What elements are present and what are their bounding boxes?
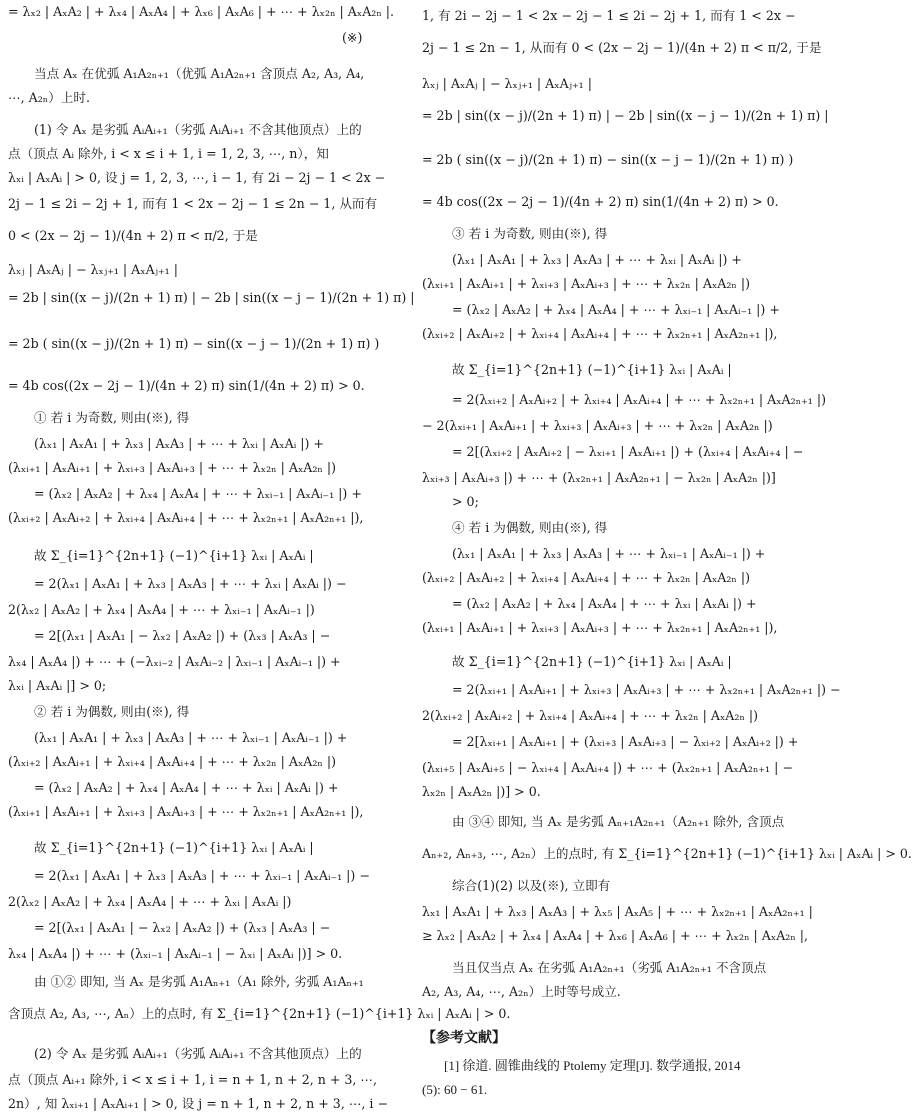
text-line: = 2(λₓ₁ | AₓA₁ | + λₓ₃ | AₓA₃ | + ⋯ + λₓᵢ | AₓAᵢ |) −: [34, 576, 347, 591]
text-line: λₓ₁ | AₓA₁ | + λₓ₃ | AₓA₃ | + λₓ₅ | AₓA₅ | + ⋯ + λₓ₂ₙ₊₁ | AₓA₂ₙ₊₁ |: [422, 904, 813, 919]
text-line: = 2[(λₓ₁ | AₓA₁ | − λₓ₂ | AₓA₂ |) + (λₓ₃ | AₓA₃ | −: [34, 628, 331, 643]
text-line: ≥ λₓ₂ | AₓA₂ | + λₓ₄ | AₓA₄ | + λₓ₆ | AₓA₆ | + ⋯ + λₓ₂ₙ | AₓA₂ₙ |,: [422, 928, 809, 943]
text-line: > 0;: [452, 494, 479, 509]
text-line: = (λₓ₂ | AₓA₂ | + λₓ₄ | AₓA₄ | + ⋯ + λₓᵢ | AₓAᵢ |) +: [452, 596, 757, 611]
text-line: 由 ③④ 即知, 当 Aₓ 是劣弧 Aₙ₊₁A₂ₙ₊₁（A₂ₙ₊₁ 除外, 含顶点: [452, 814, 785, 829]
text-line: = 2b ( sin((x − j)/(2n + 1) π) − sin((x − j − 1)/(2n + 1) π) ): [422, 152, 794, 167]
text-line: λₓ₂ₙ | AₓA₂ₙ |)] > 0.: [422, 784, 541, 799]
text-line: (λₓ₁ | AₓA₁ | + λₓ₃ | AₓA₃ | + ⋯ + λₓᵢ₋₁ | AₓAᵢ₋₁ |) +: [452, 546, 766, 561]
text-line: 当点 Aₓ 在优弧 A₁A₂ₙ₊₁（优弧 A₁A₂ₙ₊₁ 含顶点 A₂, A₃, A₄,: [34, 66, 365, 81]
text-line: Aₙ₊₂, Aₙ₊₃, ⋯, A₂ₙ）上的点时, 有 Σ_{i=1}^{2n+1} (−1)^{i+1} λₓᵢ | AₓAᵢ | > 0.: [422, 846, 912, 861]
text-line: = (λₓ₂ | AₓA₂ | + λₓ₄ | AₓA₄ | + ⋯ + λₓᵢ | AₓAᵢ |) +: [34, 780, 339, 795]
text-line: (※): [342, 30, 363, 45]
text-line: 点（顶点 Aᵢ 除外, i < x ≤ i + 1, i = 1, 2, 3, ⋯, n），知: [8, 146, 329, 161]
text-line: (1) 令 Aₓ 是劣弧 AᵢAᵢ₊₁（劣弧 AᵢAᵢ₊₁ 不含其他顶点）上的: [34, 122, 362, 137]
text-line: 当且仅当点 Aₓ 在劣弧 A₁A₂ₙ₊₁（劣弧 A₁A₂ₙ₊₁ 不含顶点: [452, 960, 767, 975]
text-line: λₓᵢ | AₓAᵢ | > 0, 设 j = 1, 2, 3, ⋯, i − 1, 有 2i − 2j − 1 < 2x −: [8, 170, 386, 185]
text-line: λₓᵢ | AₓAᵢ |] > 0;: [8, 678, 107, 693]
text-line: 故 Σ_{i=1}^{2n+1} (−1)^{i+1} λₓᵢ | AₓAᵢ |: [452, 362, 732, 377]
text-line: ④ 若 i 为偶数, 则由(※), 得: [452, 520, 608, 535]
text-line: = 2[λₓᵢ₊₁ | AₓAᵢ₊₁ | + (λₓᵢ₊₃ | AₓAᵢ₊₃ | − λₓᵢ₊₂ | AₓAᵢ₊₂ |) +: [452, 734, 799, 749]
text-line: 2n）, 知 λₓᵢ₊₁ | AₓAᵢ₊₁ | > 0, 设 j = n + 1, n + 2, n + 3, ⋯, i −: [8, 1096, 389, 1111]
text-line: ① 若 i 为奇数, 则由(※), 得: [34, 410, 190, 425]
text-line: 故 Σ_{i=1}^{2n+1} (−1)^{i+1} λₓᵢ | AₓAᵢ |: [452, 654, 732, 669]
references-heading: 【参考文献】: [422, 1030, 506, 1046]
text-line: = 2(λₓᵢ₊₂ | AₓAᵢ₊₂ | + λₓᵢ₊₄ | AₓAᵢ₊₄ | + ⋯ + λₓ₂ₙ₊₁ | AₓA₂ₙ₊₁ |): [452, 392, 826, 407]
text-line: 2(λₓ₂ | AₓA₂ | + λₓ₄ | AₓA₄ | + ⋯ + λₓᵢ | AₓAᵢ |): [8, 894, 292, 909]
text-line: 2(λₓ₂ | AₓA₂ | + λₓ₄ | AₓA₄ | + ⋯ + λₓᵢ₋₁ | AₓAᵢ₋₁ |): [8, 602, 315, 617]
text-line: (λₓ₁ | AₓA₁ | + λₓ₃ | AₓA₃ | + ⋯ + λₓᵢ | AₓAᵢ |) +: [452, 252, 742, 267]
text-line: (λₓᵢ₊₅ | AₓAᵢ₊₅ | − λₓᵢ₊₄ | AₓAᵢ₊₄ |) + ⋯ + (λₓ₂ₙ₊₁ | AₓA₂ₙ₊₁ | −: [422, 760, 793, 775]
text-line: = 2b | sin((x − j)/(2n + 1) π) | − 2b | sin((x − j − 1)/(2n + 1) π) |: [422, 108, 829, 123]
text-line: (λₓᵢ₊₁ | AₓAᵢ₊₁ | + λₓᵢ₊₃ | AₓAᵢ₊₃ | + ⋯ + λₓ₂ₙ₊₁ | AₓA₂ₙ₊₁ |),: [422, 620, 778, 635]
text-line: (λₓᵢ₊₂ | AₓAᵢ₊₁ | + λₓᵢ₊₄ | AₓAᵢ₊₄ | + ⋯ + λₓ₂ₙ | AₓA₂ₙ |): [8, 754, 337, 769]
text-line: − 2(λₓᵢ₊₁ | AₓAᵢ₊₁ | + λₓᵢ₊₃ | AₓAᵢ₊₃ | + ⋯ + λₓ₂ₙ | AₓA₂ₙ |): [422, 418, 773, 433]
text-line: (λₓᵢ₊₁ | AₓAᵢ₊₁ | + λₓᵢ₊₃ | AₓAᵢ₊₃ | + ⋯ + λₓ₂ₙ | AₓA₂ₙ |): [422, 276, 751, 291]
text-line: = 4b cos((2x − 2j − 1)/(4n + 2) π) sin(1/(4n + 2) π) > 0.: [8, 378, 365, 393]
text-line: = 2[(λₓᵢ₊₂ | AₓAᵢ₊₂ | − λₓᵢ₊₁ | AₓAᵢ₊₁ |) + (λₓᵢ₊₄ | AₓAᵢ₊₄ | −: [452, 444, 804, 459]
text-line: = 2[(λₓ₁ | AₓA₁ | − λₓ₂ | AₓA₂ |) + (λₓ₃ | AₓA₃ | −: [34, 920, 331, 935]
text-line: = 2b ( sin((x − j)/(2n + 1) π) − sin((x − j − 1)/(2n + 1) π) ): [8, 336, 380, 351]
text-line: λₓⱼ | AₓAⱼ | − λₓⱼ₊₁ | AₓAⱼ₊₁ |: [8, 262, 178, 277]
text-line: λₓᵢ₊₃ | AₓAᵢ₊₃ |) + ⋯ + (λₓ₂ₙ₊₁ | AₓA₂ₙ₊₁ | − λₓ₂ₙ | AₓA₂ₙ |)]: [422, 470, 776, 485]
text-line: (λₓᵢ₊₂ | AₓAᵢ₊₂ | + λₓᵢ₊₄ | AₓAᵢ₊₄ | + ⋯ + λₓ₂ₙ₊₁ | AₓA₂ₙ₊₁ |),: [8, 510, 364, 525]
text-line: = 2(λₓ₁ | AₓA₁ | + λₓ₃ | AₓA₃ | + ⋯ + λₓᵢ₋₁ | AₓAᵢ₋₁ |) −: [34, 868, 370, 883]
text-line: ② 若 i 为偶数, 则由(※), 得: [34, 704, 190, 719]
text-line: 2j − 1 ≤ 2i − 2j + 1, 而有 1 < 2x − 2j − 1 ≤ 2n − 1, 从而有: [8, 196, 378, 211]
text-line: 故 Σ_{i=1}^{2n+1} (−1)^{i+1} λₓᵢ | AₓAᵢ |: [34, 840, 314, 855]
text-line: (λₓ₁ | AₓA₁ | + λₓ₃ | AₓA₃ | + ⋯ + λₓᵢ | AₓAᵢ |) +: [34, 436, 324, 451]
reference-item: [1] 徐道. 圆锥曲线的 Ptolemy 定理[J]. 数学通报, 2014: [444, 1058, 741, 1073]
text-line: = 2b | sin((x − j)/(2n + 1) π) | − 2b | sin((x − j − 1)/(2n + 1) π) |: [8, 290, 415, 305]
text-line: 综合(1)(2) 以及(※), 立即有: [452, 878, 611, 893]
text-line: = 2(λₓᵢ₊₁ | AₓAᵢ₊₁ | + λₓᵢ₊₃ | AₓAᵢ₊₃ | + ⋯ + λₓ₂ₙ₊₁ | AₓA₂ₙ₊₁ |) −: [452, 682, 841, 697]
text-line: ③ 若 i 为奇数, 则由(※), 得: [452, 226, 608, 241]
text-line: (λₓᵢ₊₂ | AₓAᵢ₊₂ | + λₓᵢ₊₄ | AₓAᵢ₊₄ | + ⋯ + λₓ₂ₙ | AₓA₂ₙ |): [422, 570, 751, 585]
text-line: (λₓᵢ₊₂ | AₓAᵢ₊₂ | + λₓᵢ₊₄ | AₓAᵢ₊₄ | + ⋯ + λₓ₂ₙ₊₁ | AₓA₂ₙ₊₁ |),: [422, 326, 778, 341]
text-line: (λₓᵢ₊₁ | AₓAᵢ₊₁ | + λₓᵢ₊₃ | AₓAᵢ₊₃ | + ⋯ + λₓ₂ₙ | AₓA₂ₙ |): [8, 460, 337, 475]
text-line: (λₓ₁ | AₓA₁ | + λₓ₃ | AₓA₃ | + ⋯ + λₓᵢ₋₁ | AₓAᵢ₋₁ |) +: [34, 730, 348, 745]
text-line: λₓ₄ | AₓA₄ |) + ⋯ + (−λₓᵢ₋₂ | AₓAᵢ₋₂ | λₓᵢ₋₁ | AₓAᵢ₋₁ |) +: [8, 654, 341, 669]
reference-item: (5): 60 − 61.: [422, 1082, 488, 1097]
text-line: λₓ₄ | AₓA₄ |) + ⋯ + (λₓᵢ₋₁ | AₓAᵢ₋₁ | − λₓᵢ | AₓAᵢ |)] > 0.: [8, 946, 343, 961]
text-line: 点（顶点 Aᵢ₊₁ 除外, i < x ≤ i + 1, i = n + 1, n + 2, n + 3, ⋯,: [8, 1072, 378, 1087]
text-line: λₓⱼ | AₓAⱼ | − λₓⱼ₊₁ | AₓAⱼ₊₁ |: [422, 76, 592, 91]
text-line: 2(λₓᵢ₊₂ | AₓAᵢ₊₂ | + λₓᵢ₊₄ | AₓAᵢ₊₄ | + ⋯ + λₓ₂ₙ | AₓA₂ₙ |): [422, 708, 759, 723]
text-line: ⋯, A₂ₙ）上时.: [8, 90, 90, 105]
text-line: 含顶点 A₂, A₃, ⋯, Aₙ）上的点时, 有 Σ_{i=1}^{2n+1} (−1)^{i+1} λₓᵢ | AₓAᵢ | > 0.: [8, 1006, 511, 1021]
text-line: = (λₓ₂ | AₓA₂ | + λₓ₄ | AₓA₄ | + ⋯ + λₓᵢ₋₁ | AₓAᵢ₋₁ |) +: [34, 486, 362, 501]
text-line: 0 < (2x − 2j − 1)/(4n + 2) π < π/2, 于是: [8, 228, 258, 243]
text-line: = 4b cos((2x − 2j − 1)/(4n + 2) π) sin(1/(4n + 2) π) > 0.: [422, 194, 779, 209]
text-line: = λₓ₂ | AₓA₂ | + λₓ₄ | AₓA₄ | + λₓ₆ | AₓA₆ | + ⋯ + λₓ₂ₙ | AₓA₂ₙ |.: [8, 4, 395, 19]
text-line: 故 Σ_{i=1}^{2n+1} (−1)^{i+1} λₓᵢ | AₓAᵢ |: [34, 548, 314, 563]
text-line: (λₓᵢ₊₁ | AₓAᵢ₊₁ | + λₓᵢ₊₃ | AₓAᵢ₊₃ | + ⋯ + λₓ₂ₙ₊₁ | AₓA₂ₙ₊₁ |),: [8, 804, 364, 819]
text-line: = (λₓ₂ | AₓA₂ | + λₓ₄ | AₓA₄ | + ⋯ + λₓᵢ₋₁ | AₓAᵢ₋₁ |) +: [452, 302, 780, 317]
text-line: 由 ①② 即知, 当 Aₓ 是劣弧 A₁Aₙ₊₁（A₁ 除外, 劣弧 A₁Aₙ₊₁: [34, 974, 364, 989]
text-line: 2j − 1 ≤ 2n − 1, 从而有 0 < (2x − 2j − 1)/(4n + 2) π < π/2, 于是: [422, 40, 822, 55]
text-line: A₂, A₃, A₄, ⋯, A₂ₙ）上时等号成立.: [422, 984, 621, 999]
text-line: 1, 有 2i − 2j − 1 < 2x − 2j − 1 ≤ 2i − 2j + 1, 而有 1 < 2x −: [422, 8, 796, 23]
text-line: (2) 令 Aₓ 是劣弧 AᵢAᵢ₊₁（劣弧 AᵢAᵢ₊₁ 不含其他顶点）上的: [34, 1046, 362, 1061]
